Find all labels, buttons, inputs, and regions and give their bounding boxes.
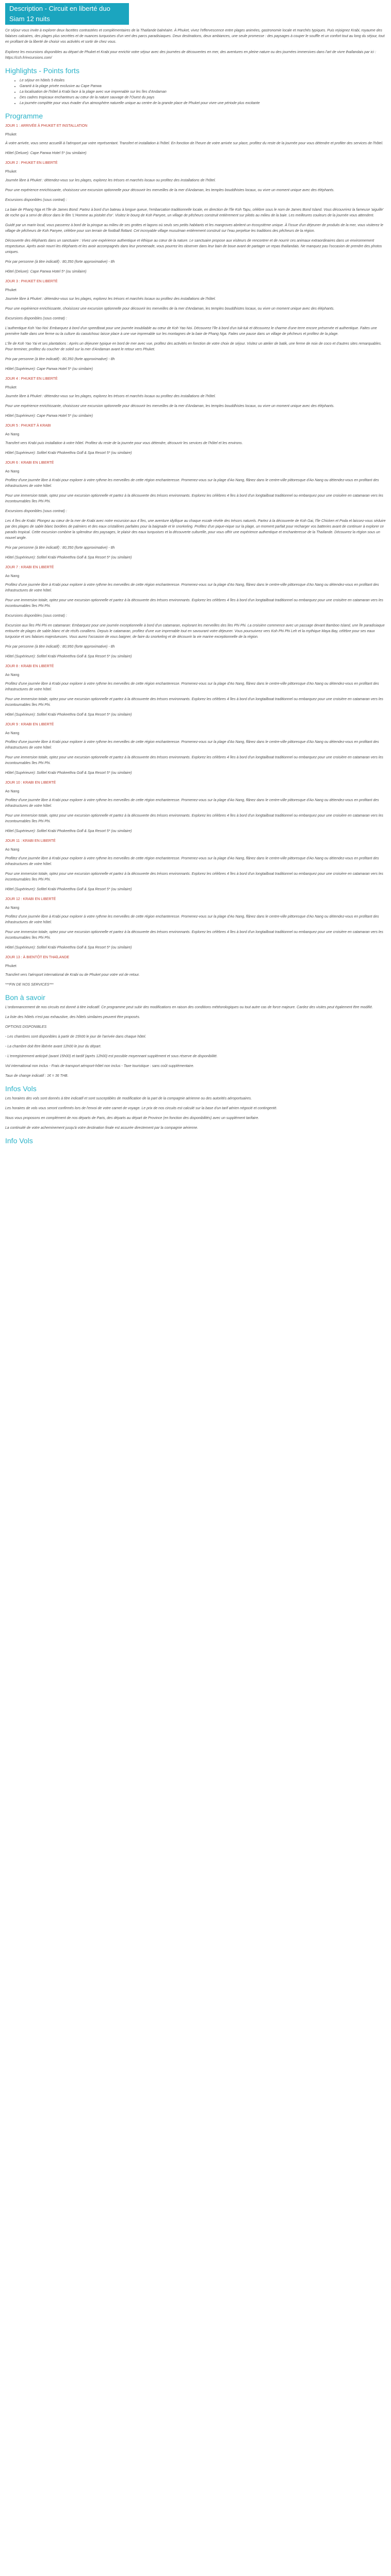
day-paragraph: Pour une immersion totale, optez pour une excursion optionnelle et partez à la découverte des trésors environnants. Explorez les célèbres 4 îles à bord d'un longtailboat traditionnel ou embarquez pour une croisière en catamaran vers les incontournables îles Phi Phi. [5,599,383,608]
infos-vols-heading: Infos Vols [5,1084,37,1093]
day-hotel: Hôtel (Deluxe): Cape Panwa Hotel 5* (ou similaire) [5,270,87,274]
intro-paragraph: Ce séjour vous invite à explorer deux facettes contrastées et complémentaires de la Thaïlande balnéaire. À Phuket, vivez l'effervescence entre plages animées, gastronomie locale et marchés typiques. Puis rejoignez Krabi, royaume des falaises calcaires, des plages plus secrètes et de nuances turquoises d'un vert des parcs paradisiaques. Deux destinations, deux ambiances, une seule promesse : des paysages à couper le souffle et un confort tout au long du séjour, tout en profitant de la liberté de choisir vos activités et sortir de chez vous. [5,29,385,44]
day-paragraph: Pour une expérience enrichissante, choisissez une excursion optionnelle pour découvrir les merveilles de la mer d'Andaman, les temples bouddhistes locaux, ou vivre un moment unique avec des éléphants. [5,307,335,311]
good-to-know-content [5,1005,386,1079]
day-hotel: Hôtel (Supérieure): Sofitel Krabi Phokeethra Golf & Spa Resort 5* (ou similaire) [5,829,132,833]
day-hotel: Hôtel (Supérieure): Sofitel Krabi Phokeethra Golf & Spa Resort 5* (ou similaire) [5,771,132,775]
day-place: Phuket [5,133,17,137]
day-place: Ao Nang [5,906,20,910]
day-place: Ao Nang [5,433,20,436]
day-title: JOUR 12 : KRABI EN LIBERTÉ [5,897,56,901]
program-day [5,460,386,561]
good-to-know-paragraph: - La chambre doit être libérée avant 12h00 le jour du départ. [5,1045,102,1048]
day-title: JOUR 2 : PHUKET EN LIBERTÉ [5,161,58,165]
day-paragraph: Excursions disponibles (sous contrat) : [5,614,67,618]
program-day [5,838,386,892]
program-days [5,123,386,988]
day-paragraph: Prix par personne (à titre indicatif) : 80,350 (forte approximative) - 8h [5,358,115,361]
day-title: JOUR 3 : PHUKET EN LIBERTÉ [5,280,58,283]
program-heading: Programme [5,112,43,120]
day-paragraph: Prix par personne (à titre indicatif) : 80,950 (forte approximative) - 8h [5,645,115,649]
infos-vols-content [5,1096,386,1131]
day-place: Phuket [5,170,17,174]
day-paragraph: Pour une expérience enrichissante, choisissez une excursion optionnelle pour découvrir les merveilles de la mer d'Andaman, les temples bouddhistes locaux, ou vivre un moment unique avec des éléphants. [5,189,335,192]
day-place: Ao Nang [5,790,20,793]
day-hotel: Hôtel (Supérieure): Cape Panwa Hotel 5* (ou similaire) [5,367,93,371]
good-to-know-paragraph: - L'enregistrement anticipé (avant 15h00) et tardif (après 12h00) est possible moyennant supplément et sous réserve de disponibilité. [5,1055,218,1058]
day-title: JOUR 7 : KRABI EN LIBERTÉ [5,566,54,569]
day-paragraph: Profitez d'une journée libre à Krabi pour explorer à votre rythme les merveilles de cette région enchanteresse. Promenez-vous sur la plage d'Ao Nang, flânez dans le centre-ville pittoresque d'Ao Nang ou détendez-vous en profitant des infrastructures de votre hôtel. [5,799,379,808]
day-paragraph: Pour une immersion totale, optez pour une excursion optionnelle et partez à la découverte des trésors environnants. Explorez les célèbres 4 îles à bord d'un longtailboat traditionnel ou embarquez pour une croisière en catamaran vers les incontournables îles Phi Phi. [5,872,383,882]
infos-vols-paragraph: Les horaires des vols sont donnés à titre indicatif et sont susceptibles de modification de la part de la compagnie aérienne ou des autorités aéroportuaires. [5,1097,252,1100]
highlight-item: • La localisation de l'hôtel à Krabi face à la plage avec vue imprenable sur les îles d'Andaman [20,89,386,95]
good-to-know-heading: Bon à savoir [5,993,45,1002]
day-paragraph: Pour une immersion totale, optez pour une excursion optionnelle et partez à la découverte des trésors environnants. Explorez les célèbres 4 îles à bord d'un longtailboat traditionnel ou embarquez pour une croisière en catamaran vers les incontournables îles Phi Phi. [5,698,383,707]
day-paragraph: Prix par personne (à titre indicatif) : 80,350 (forte approximative) - 8h [5,260,115,264]
program-day [5,123,386,156]
day-place: Ao Nang [5,732,20,735]
day-title: JOUR 5 : PHUKET À KRABI [5,424,51,428]
day-paragraph: Journée libre à Phuket : détendez-vous sur les plages, explorez les trésors et marchés locaux ou profitez des installations de l'hôtel. [5,395,216,398]
day-paragraph: Profitez d'une journée libre à Krabi pour explorer à votre rythme les merveilles de cette région enchanteresse. Promenez-vous sur la plage d'Ao Nang, flânez dans le centre-ville pittoresque d'Ao Nang ou détendez-vous en profitant des infrastructures de votre hôtel. [5,682,379,691]
good-to-know-paragraph: La liste des hôtels n'est pas exhaustive, des hôtels similaires peuvent être proposés. [5,1015,140,1019]
day-hotel: Hôtel (Supérieure): Sofitel Krabi Phokeethra Golf & Spa Resort 5* (ou similaire) [5,713,132,717]
day-hotel: Hôtel (Supérieure): Sofitel Krabi Phokeethra Golf & Spa Resort 5* (ou similaire) [5,451,132,455]
day-hotel: Hôtel (Deluxe): Cape Panwa Hotel 5* (ou similaire) [5,151,87,155]
highlights-list [5,78,386,106]
day-title: JOUR 9 : KRABI EN LIBERTÉ [5,723,54,726]
program-day [5,896,386,951]
day-hotel: Hôtel (Supérieure): Sofitel Krabi Phokeethra Golf & Spa Resort 5* (ou similaire) [5,888,132,891]
day-paragraph: Excursions disponibles (sous contrat) : [5,198,67,202]
day-title: JOUR 6 : KRABI EN LIBERTÉ [5,461,54,465]
day-place: Phuket [5,964,17,968]
program-day [5,955,386,988]
highlights-heading: Highlights - Points forts [5,66,79,75]
day-place: Ao Nang [5,673,20,677]
day-paragraph: L'authentique Koh Yao Noi: Embarquez à bord d'un speedboat pour une journée inoubliable au cœur de Koh Yao Noi. Découvrez l'île à bord d'un tuk-tuk et découvrez le charme d'une terre encore préservée et authentique. Faites une première halte dans une ferme ou la culture du caoutchouc laisse place à une vue imprenable sur les montagnes de la baie de Phang Nga. Faites une pause dans un village de pêcheurs et profitez de la plage. [5,327,377,336]
program-day [5,722,386,776]
day-paragraph: Excursions disponibles (sous contrat) : [5,317,67,320]
day-paragraph: Pour une immersion totale, optez pour une excursion optionnelle et partez à la découverte des trésors environnants. Explorez les célèbres 4 îles à bord d'un longtailboat traditionnel ou embarquez pour une croisière en catamaran vers les incontournables îles Phi Phi. [5,494,383,503]
day-paragraph: Pour une immersion totale, optez pour une excursion optionnelle et partez à la découverte des trésors environnants. Explorez les célèbres 4 îles à bord d'un longtailboat traditionnel ou embarquez pour une croisière en catamaran vers les incontournables îles Phi Phi. [5,930,383,940]
day-paragraph: Profitez d'une journée libre à Krabi pour explorer à votre rythme les merveilles de cette région enchanteresse. Promenez-vous sur la plage d'Ao Nang, flânez dans le centre-ville pittoresque d'Ao Nang ou détendez-vous en profitant des infrastructures de votre hôtel. [5,857,379,866]
highlight-item: • Garanti à la plage privée exclusive au Cape Panwa [20,83,386,89]
highlight-item: • La journée complète pour vous évader d'un atmosphère naturelle unique au centre de la grande place de Phuket pour vivre une période plus excitante [20,100,386,106]
program-day [5,780,386,834]
day-paragraph: À votre arrivée, vous serez accueilli à l'aéroport par votre représentant. Transfert et installation à l'hôtel. En fonction de l'heure de votre arrivée sur place, profitez du reste de la journée pour vous détendre et profiter des services de l'hôtel. [5,142,383,145]
day-paragraph: L'île de Koh Yao Yai et ses plantations : Après un déjeuner typique en bord de mer avec vue, profitez des activités en fonction de votre choix de séjour. Visitez un atelier de batik, une ferme de noix de coco et d'autres sites remarquables. Pour terminer, profitez du coucher de soleil sur la mer d'Andaman avant le retour vers Phuket. [5,342,382,351]
infos-vols-paragraph: Nous vous proposons en complément de nos départs de Paris, des départs au départ de Province (en fonction des disponibilités) avec un supplément tarifaire. [5,1116,259,1120]
day-paragraph: Journée libre à Phuket : détendez-vous sur les plages, explorez les trésors et marchés locaux ou profitez des installations de l'hôtel. [5,297,216,301]
day-paragraph: Prix par personne (à titre indicatif) : 80,350 (forte approximative) - 8h [5,546,115,550]
day-paragraph: La baie de Phang Nga et l'île de James Bond: Partez à bord d'un bateau à longue queue, l'embarcation traditionnelle locale, en direction de l'île Koh Tapu, célèbre sous le nom de James Bond Island. Vous découvrirez la fameuse 'aiguille' de roche qui a servi de décor dans le film 'L'Homme au pistolet d'or'. Visitez le bourg de Koh Panyee, un village de pêcheurs construit entièrement sur pilotis au milieu de la baie. Les meilleures couleurs de la journée vous attendent. [5,208,384,217]
program-day [5,664,386,718]
day-paragraph: Excursions disponibles (sous contrat) : [5,510,67,513]
infos-vols-paragraph: Les horaires de vols vous seront confirmés lors de l'envoi de votre carnet de voyage. Le prix de nos circuits est calculé sur la base d'un tarif aérien négocié et contingenté. [5,1107,278,1110]
highlight-item: • Des cadres tropicaux enchanteurs au cœur de la nature sauvage de l'Ouest du pays [20,95,386,100]
program-day [5,279,386,372]
day-hotel: Hôtel (Supérieure): Sofitel Krabi Phokeethra Golf & Spa Resort 5* (ou similaire) [5,946,132,950]
day-title: JOUR 4 : PHUKET EN LIBERTÉ [5,377,58,381]
day-title: JOUR 8 : KRABI EN LIBERTÉ [5,665,54,668]
infos-vols-heading-2: Info Vols [5,1137,33,1145]
intro-paragraph: Explorez les excursions disponibles au départ de Phuket et Krabi pour enrichir votre séjour avec des journées de découvertes en mer, des aventures en pleine nature ou des journées immersives dans l'art de vivre thaïlandais par ici : https://cch.fr/excursions.com/ [5,50,376,60]
program-day [5,376,386,419]
day-paragraph: Guidé par un marin local, vous passerez à bord de la pirogue au milieu de ses grottes et lagons où seuls ses petits habitants et les mangroves abritent un écosystème unique. À l'issue d'un déjeuner de produits de la mer, vous visiterez le village de pêcheurs de Koh Panyee, célèbre pour son terrain de football flottant. Cet incroyable village musulman entièrement construit sur l'eau perpétue les traditions des pêcheurs de la région. [5,224,384,233]
day-paragraph: Profitez d'une journée libre à Krabi pour explorer à votre rythme les merveilles de cette région enchanteresse. Promenez-vous sur la plage d'Ao Nang, flânez dans le centre-ville pittoresque d'Ao Nang ou détendez-vous en profitant des infrastructures de votre hôtel. [5,479,379,488]
day-hotel: Hôtel (Supérieure): Sofitel Krabi Phokeethra Golf & Spa Resort 5* (ou similaire) [5,556,132,560]
day-paragraph: Découverte des éléphants dans un sanctuaire : Vivez une expérience authentique et éthique au cœur de la nature. Le sanctuaire propose aux visiteurs de rencontrer et de nourrir ces animaux extraordinaires dans un environnement respectueux. Après avoir nourri les éléphants et les avoir accompagnés dans leur promenade, vous pourrez les observer dans leur bain de boue avant de partager un repas thaïlandais. Ne manquez pas l'occasion de prendre des photos uniques. [5,239,382,254]
day-title: JOUR 13 : À BIENTÔT EN THAÏLANDE [5,956,70,959]
good-to-know-paragraph: Taux de change indicatif : 1€ = 36 THB. [5,1074,69,1078]
day-paragraph: Les 4 îles de Krabi: Plongez au cœur de la mer de Krabi avec notre excursion aux 4 îles, une aventure idyllique au chaque escale révèle des trésors naturels. Partez à la découverte de Koh Gai, l'île Chicken et Poda et laissez-vous séduire par des plages de sable blanc bordées de palmiers et des eaux cristallines parfaites pour la baignade et le snorkeling. Profitez d'un pique-nique sur la plage, un moment parfait pour recharger vos batteries avant de continuer à explorer ce paradis tropical. Cette excursion combine la splendeur des paysages, le plaisir des eaux turquoises et la découverte culturelle, pour vous offrir une expérience authentique et enchanteresse de la Thaïlande. Découvrez la région sous un nouvel angle. [5,519,386,540]
day-paragraph: Profitez d'une journée libre à Krabi pour explorer à votre rythme les merveilles de cette région enchanteresse. Promenez-vous sur la plage d'Ao Nang, flânez dans le centre-ville pittoresque d'Ao Nang ou détendez-vous en profitant des infrastructures de votre hôtel. [5,915,379,924]
day-paragraph: Transfert vers Krabi puis installation à votre hôtel. Profitez du reste de la journée pour vous détendre, découvrir les services de l'hôtel et les environs. [5,442,243,445]
day-title: JOUR 1 : ARRIVÉE À PHUKET ET INSTALLATION [5,124,88,128]
day-title: JOUR 11 : KRABI EN LIBERTÉ [5,839,56,843]
day-place: Ao Nang [5,470,20,473]
day-place: Ao Nang [5,848,20,852]
day-paragraph: Profitez d'une journée libre à Krabi pour explorer à votre rythme les merveilles de cette région enchanteresse. Promenez-vous sur la plage d'Ao Nang, flânez dans le centre-ville pittoresque d'Ao Nang ou détendez-vous en profitant des infrastructures de votre hôtel. [5,740,379,750]
end-of-services: ***FIN DE NOS SERVICES*** [5,983,54,987]
good-to-know-paragraph: OPTIONS DISPONIBLES [5,1025,47,1029]
program-day [5,423,386,456]
good-to-know-paragraph: L'ordonnancement de nos circuits est donné à titre indicatif. Ce programme peut subir des modifications en raison des conditions météorologiques ou tout autre cas de force majeure. Cardez des visites peut également être modifié. [5,1006,373,1009]
day-paragraph: Pour une immersion totale, optez pour une excursion optionnelle et partez à la découverte des trésors environnants. Explorez les célèbres 4 îles à bord d'un longtailboat traditionnel ou embarquez pour une croisière en catamaran vers les incontournables îles Phi Phi. [5,756,383,765]
good-to-know-paragraph: Vol international non inclus - Frais de transport aéroport-hôtel non inclus - Taxe touristique : sans coût supplémentaire. [5,1064,194,1068]
highlight-item: • Le séjour en hôtels 5 étoiles [20,78,386,83]
day-paragraph: Pour une expérience enrichissante, choisissez une excursion optionnelle pour découvrir les merveilles de la mer d'Andaman, les temples bouddhistes locaux, ou vivre un moment unique avec des éléphants. [5,404,335,408]
day-paragraph: Excursion aux îles Phi Phi en catamaran: Embarquez pour une journée exceptionnelle à bord d'un catamaran, explorant les merveilles des îles Phi Phi. La croisière commence avec un passage devant Bamboo Island, une île paradisiaque entourée de plages de sable blanc et de récifs coralliens. Depuis le catamaran, profitez d'une vue imprenable tout en savourant votre déjeuner. Vous poursuivrez vers Koh Phi Phi Leh et la mythique Maya Bay, célèbre pour ses eaux turquoise et ses falaises majestueuses. Vous aurez l'occasion de vous baigner, de faire du snorkeling et de découvrir la vie marine exceptionnelle de la région. [5,624,385,639]
page [0,0,391,1158]
day-paragraph: Profitez d'une journée libre à Krabi pour explorer à votre rythme les merveilles de cette région enchanteresse. Promenez-vous sur la plage d'Ao Nang, flânez dans le centre-ville pittoresque d'Ao Nang ou détendez-vous en profitant des infrastructures de votre hôtel. [5,583,379,592]
day-paragraph: Pour une immersion totale, optez pour une excursion optionnelle et partez à la découverte des trésors environnants. Explorez les célèbres 4 îles à bord d'un longtailboat traditionnel ou embarquez pour une croisière en catamaran vers les incontournables îles Phi Phi. [5,814,383,823]
day-title: JOUR 10 : KRABI EN LIBERTÉ [5,781,56,785]
program-day [5,565,386,659]
good-to-know-paragraph: - Les chambres sont disponibles à partir de 15h00 le jour de l'arrivée dans chaque hôtel. [5,1035,146,1039]
day-hotel: Hôtel (Supérieure): Cape Panwa Hotel 5* (ou similaire) [5,414,93,418]
program-day [5,160,386,275]
day-hotel: Hôtel (Supérieure): Sofitel Krabi Phokeethra Golf & Spa Resort 5* (ou similaire) [5,655,132,658]
day-paragraph: Transfert vers l'aéroport international de Krabi ou de Phuket pour votre vol de retour. [5,973,140,977]
day-place: Ao Nang [5,574,20,578]
infos-vols-paragraph: La continuité de votre acheminement jusqu'à votre destination finale est assurée directement par la compagnie aérienne. [5,1126,199,1130]
day-paragraph: Journée libre à Phuket : détendez-vous sur les plages, explorez les trésors et marchés locaux ou profitez des installations de l'hôtel. [5,179,216,182]
day-place: Phuket [5,386,17,389]
page-title: Description - Circuit en liberté duo Siam 12 nuits [5,3,129,25]
day-place: Phuket [5,289,17,292]
